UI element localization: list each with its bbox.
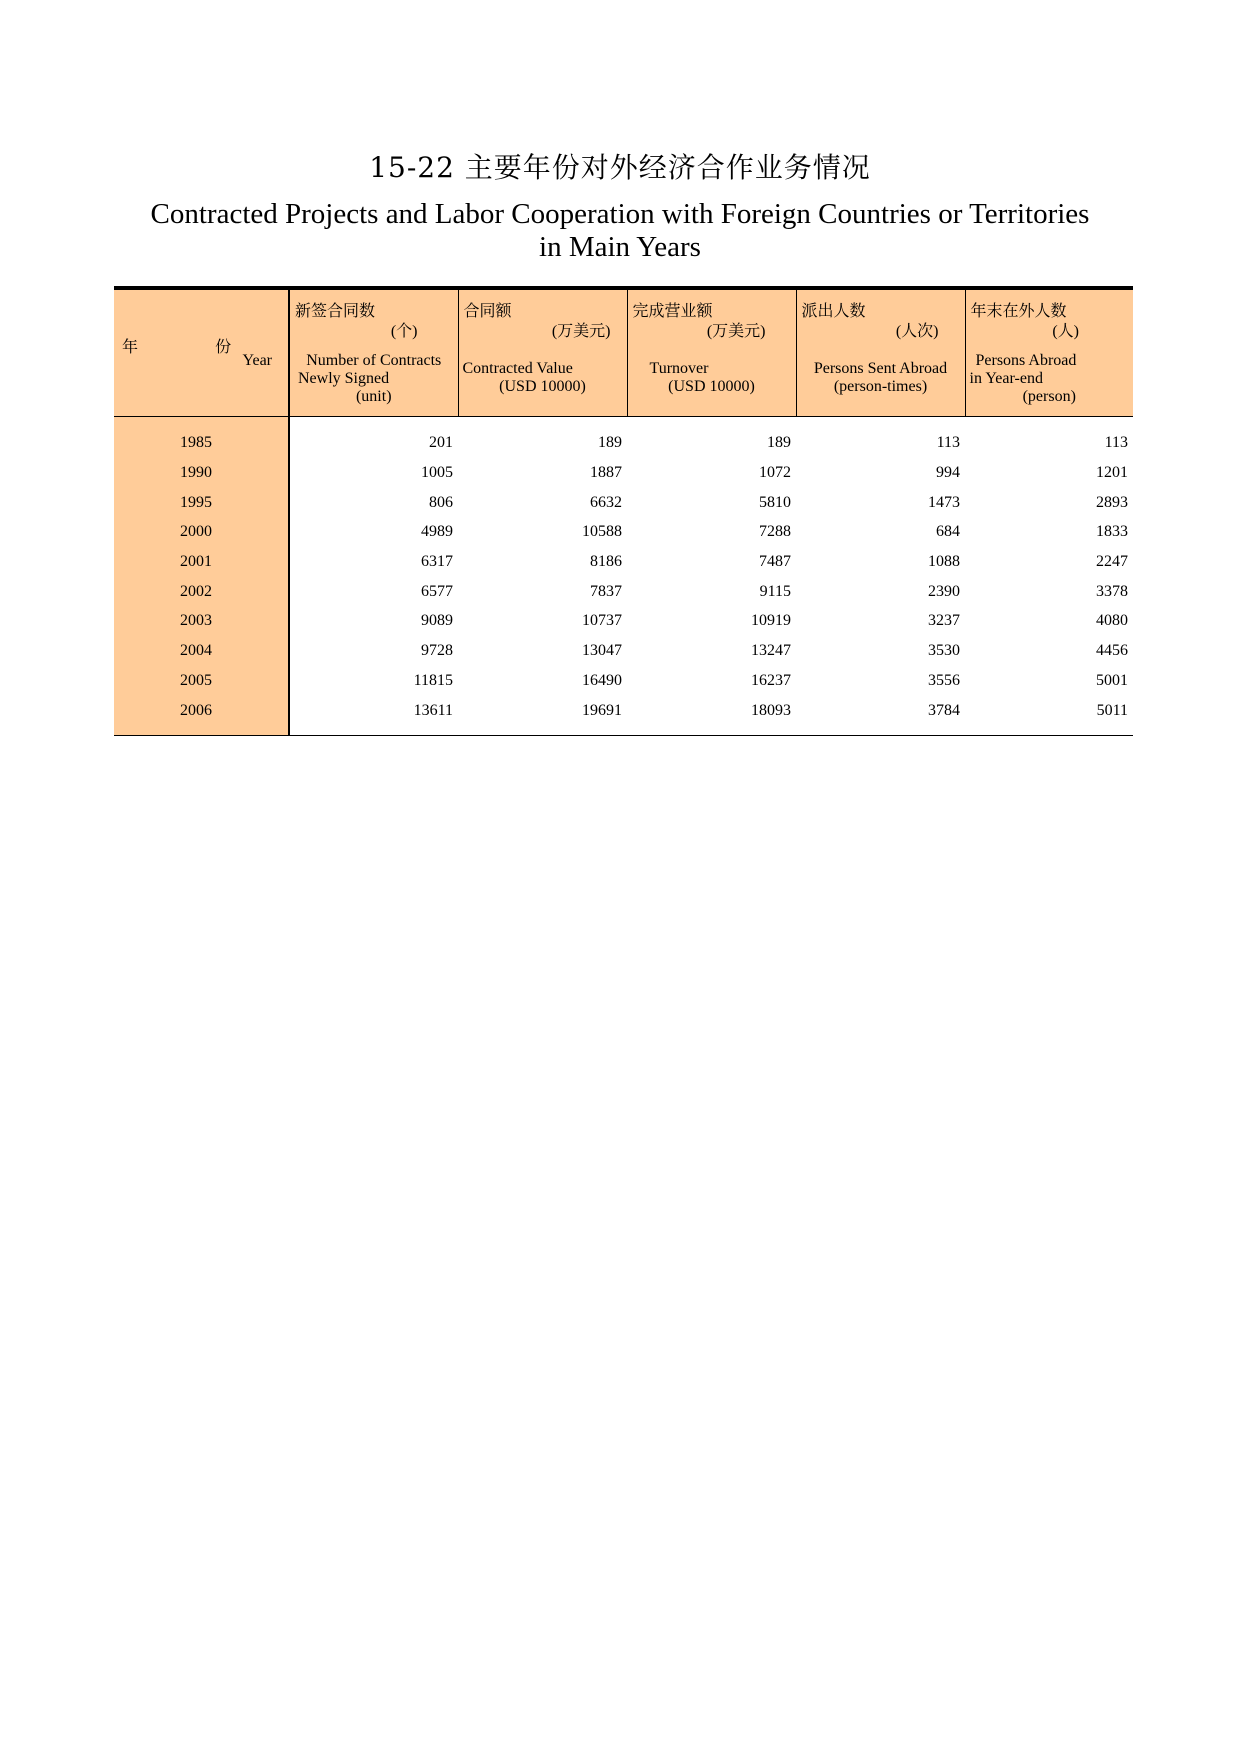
header-chinese: 派出人数 xyxy=(801,301,866,320)
value-cell: 113 xyxy=(936,434,960,452)
table-body xyxy=(114,416,1133,736)
header-unit: (人次) xyxy=(895,323,939,340)
value-cell: 18093 xyxy=(627,696,796,736)
table-row xyxy=(114,458,1133,488)
table-row xyxy=(114,636,1133,666)
header-unit: (人) xyxy=(1052,323,1079,340)
year-header-chinese: 年 份 xyxy=(122,337,268,356)
value-cell: 3530 xyxy=(928,642,960,660)
value-cell: 6577 xyxy=(421,582,453,600)
header-english xyxy=(970,352,1130,406)
year-cell: 1995 xyxy=(114,488,289,518)
value-cell: 5011 xyxy=(965,696,1133,736)
value-cell: 1887 xyxy=(590,464,622,482)
value-cell: 3556 xyxy=(928,671,960,689)
value-cell: 2390 xyxy=(928,582,960,600)
header-english-line: Persons Sent Abroad xyxy=(813,360,948,377)
table-row xyxy=(114,666,1133,696)
header-english-line: Persons Abroad xyxy=(975,352,1077,369)
year-cell: 1990 xyxy=(114,458,289,488)
value-cell: 2247 xyxy=(1096,553,1128,571)
value-cell: 1201 xyxy=(1096,464,1128,482)
header-chinese: 新签合同数 xyxy=(295,301,376,320)
header-unit: (万美元) xyxy=(551,323,611,340)
table-row xyxy=(114,607,1133,637)
header-english xyxy=(463,360,623,396)
value-cell: 113 xyxy=(1104,434,1128,452)
value-cell: 189 xyxy=(598,434,622,452)
header-english-line: in Year-end xyxy=(969,370,1043,387)
table-row xyxy=(114,547,1133,577)
statistics-table xyxy=(114,286,1133,736)
column-header-persons-sent xyxy=(796,288,965,416)
value-cell: 806 xyxy=(429,493,453,511)
header-english-line: (unit) xyxy=(355,388,392,405)
header-english-line: (person) xyxy=(1022,388,1076,405)
table-row xyxy=(114,577,1133,607)
year-cell: 2002 xyxy=(114,577,289,607)
value-cell: 13247 xyxy=(751,642,791,660)
value-cell: 6632 xyxy=(590,493,622,511)
header-english xyxy=(632,360,792,396)
column-header-contracted-value xyxy=(458,288,627,416)
value-cell: 189 xyxy=(767,434,791,452)
value-cell: 201 xyxy=(429,434,453,452)
column-header-turnover xyxy=(627,288,796,416)
value-cell: 1088 xyxy=(928,553,960,571)
header-english-line: Turnover xyxy=(649,360,709,377)
year-cell: 2003 xyxy=(114,607,289,637)
header-unit: (个) xyxy=(390,323,418,340)
header-unit: (万美元) xyxy=(706,323,766,340)
value-cell: 9728 xyxy=(421,642,453,660)
value-cell: 16237 xyxy=(751,671,791,689)
value-cell: 9089 xyxy=(421,612,453,630)
value-cell: 16490 xyxy=(582,671,622,689)
value-cell: 1005 xyxy=(421,464,453,482)
header-english-line: (person-times) xyxy=(833,378,928,395)
value-cell: 4456 xyxy=(1096,642,1128,660)
header-english-line: (USD 10000) xyxy=(499,378,586,395)
table-title-english-line1: Contracted Projects and Labor Cooperation with Foreign Countries or Territories xyxy=(150,198,1090,230)
column-header-persons-abroad xyxy=(965,288,1133,416)
header-row xyxy=(114,288,1133,416)
column-header-year xyxy=(114,288,289,416)
value-cell: 13611 xyxy=(289,696,458,736)
table-title-english xyxy=(115,198,1125,264)
header-english xyxy=(801,360,961,396)
value-cell: 5001 xyxy=(1096,671,1128,689)
header-english xyxy=(294,352,454,406)
value-cell: 3378 xyxy=(1096,582,1128,600)
year-cell: 2000 xyxy=(114,518,289,548)
table-row xyxy=(114,416,1133,458)
value-cell: 4080 xyxy=(1096,612,1128,630)
value-cell: 1072 xyxy=(759,464,791,482)
value-cell: 3784 xyxy=(796,696,965,736)
value-cell: 684 xyxy=(936,523,960,541)
statistics-table-wrapper xyxy=(114,286,1133,736)
value-cell: 11815 xyxy=(413,671,453,689)
value-cell: 19691 xyxy=(458,696,627,736)
table-title-chinese: 15-22 主要年份对外经济合作业务情况 xyxy=(369,151,871,184)
header-english-line: Number of Contracts xyxy=(306,352,442,369)
header-english-line: Contracted Value xyxy=(462,360,573,377)
value-cell: 2893 xyxy=(1096,493,1128,511)
value-cell: 10919 xyxy=(751,612,791,630)
year-cell: 2001 xyxy=(114,547,289,577)
header-chinese: 年末在外人数 xyxy=(970,301,1067,320)
value-cell: 9115 xyxy=(759,582,791,600)
year-cell: 1985 xyxy=(114,416,289,458)
value-cell: 7837 xyxy=(590,582,622,600)
value-cell: 13047 xyxy=(582,642,622,660)
header-english-line: (USD 10000) xyxy=(668,378,755,395)
year-cell: 2005 xyxy=(114,666,289,696)
column-header-contracts xyxy=(289,288,458,416)
table-row xyxy=(114,488,1133,518)
header-chinese: 完成营业额 xyxy=(632,301,713,320)
value-cell: 3237 xyxy=(928,612,960,630)
value-cell: 10737 xyxy=(582,612,622,630)
table-row xyxy=(114,518,1133,548)
header-english-line: Newly Signed xyxy=(298,370,390,387)
value-cell: 1473 xyxy=(928,493,960,511)
header-chinese: 合同额 xyxy=(463,301,512,320)
value-cell: 7487 xyxy=(759,553,791,571)
value-cell: 994 xyxy=(936,464,960,482)
value-cell: 8186 xyxy=(590,553,622,571)
value-cell: 5810 xyxy=(759,493,791,511)
year-cell: 2004 xyxy=(114,636,289,666)
table-row xyxy=(114,696,1133,736)
value-cell: 1833 xyxy=(1096,523,1128,541)
year-header-english: Year xyxy=(242,352,272,369)
table-title-english-line2: in Main Years xyxy=(539,231,701,263)
value-cell: 10588 xyxy=(582,523,622,541)
year-cell: 2006 xyxy=(114,696,289,736)
value-cell: 7288 xyxy=(759,523,791,541)
value-cell: 6317 xyxy=(421,553,453,571)
value-cell: 4989 xyxy=(421,523,453,541)
